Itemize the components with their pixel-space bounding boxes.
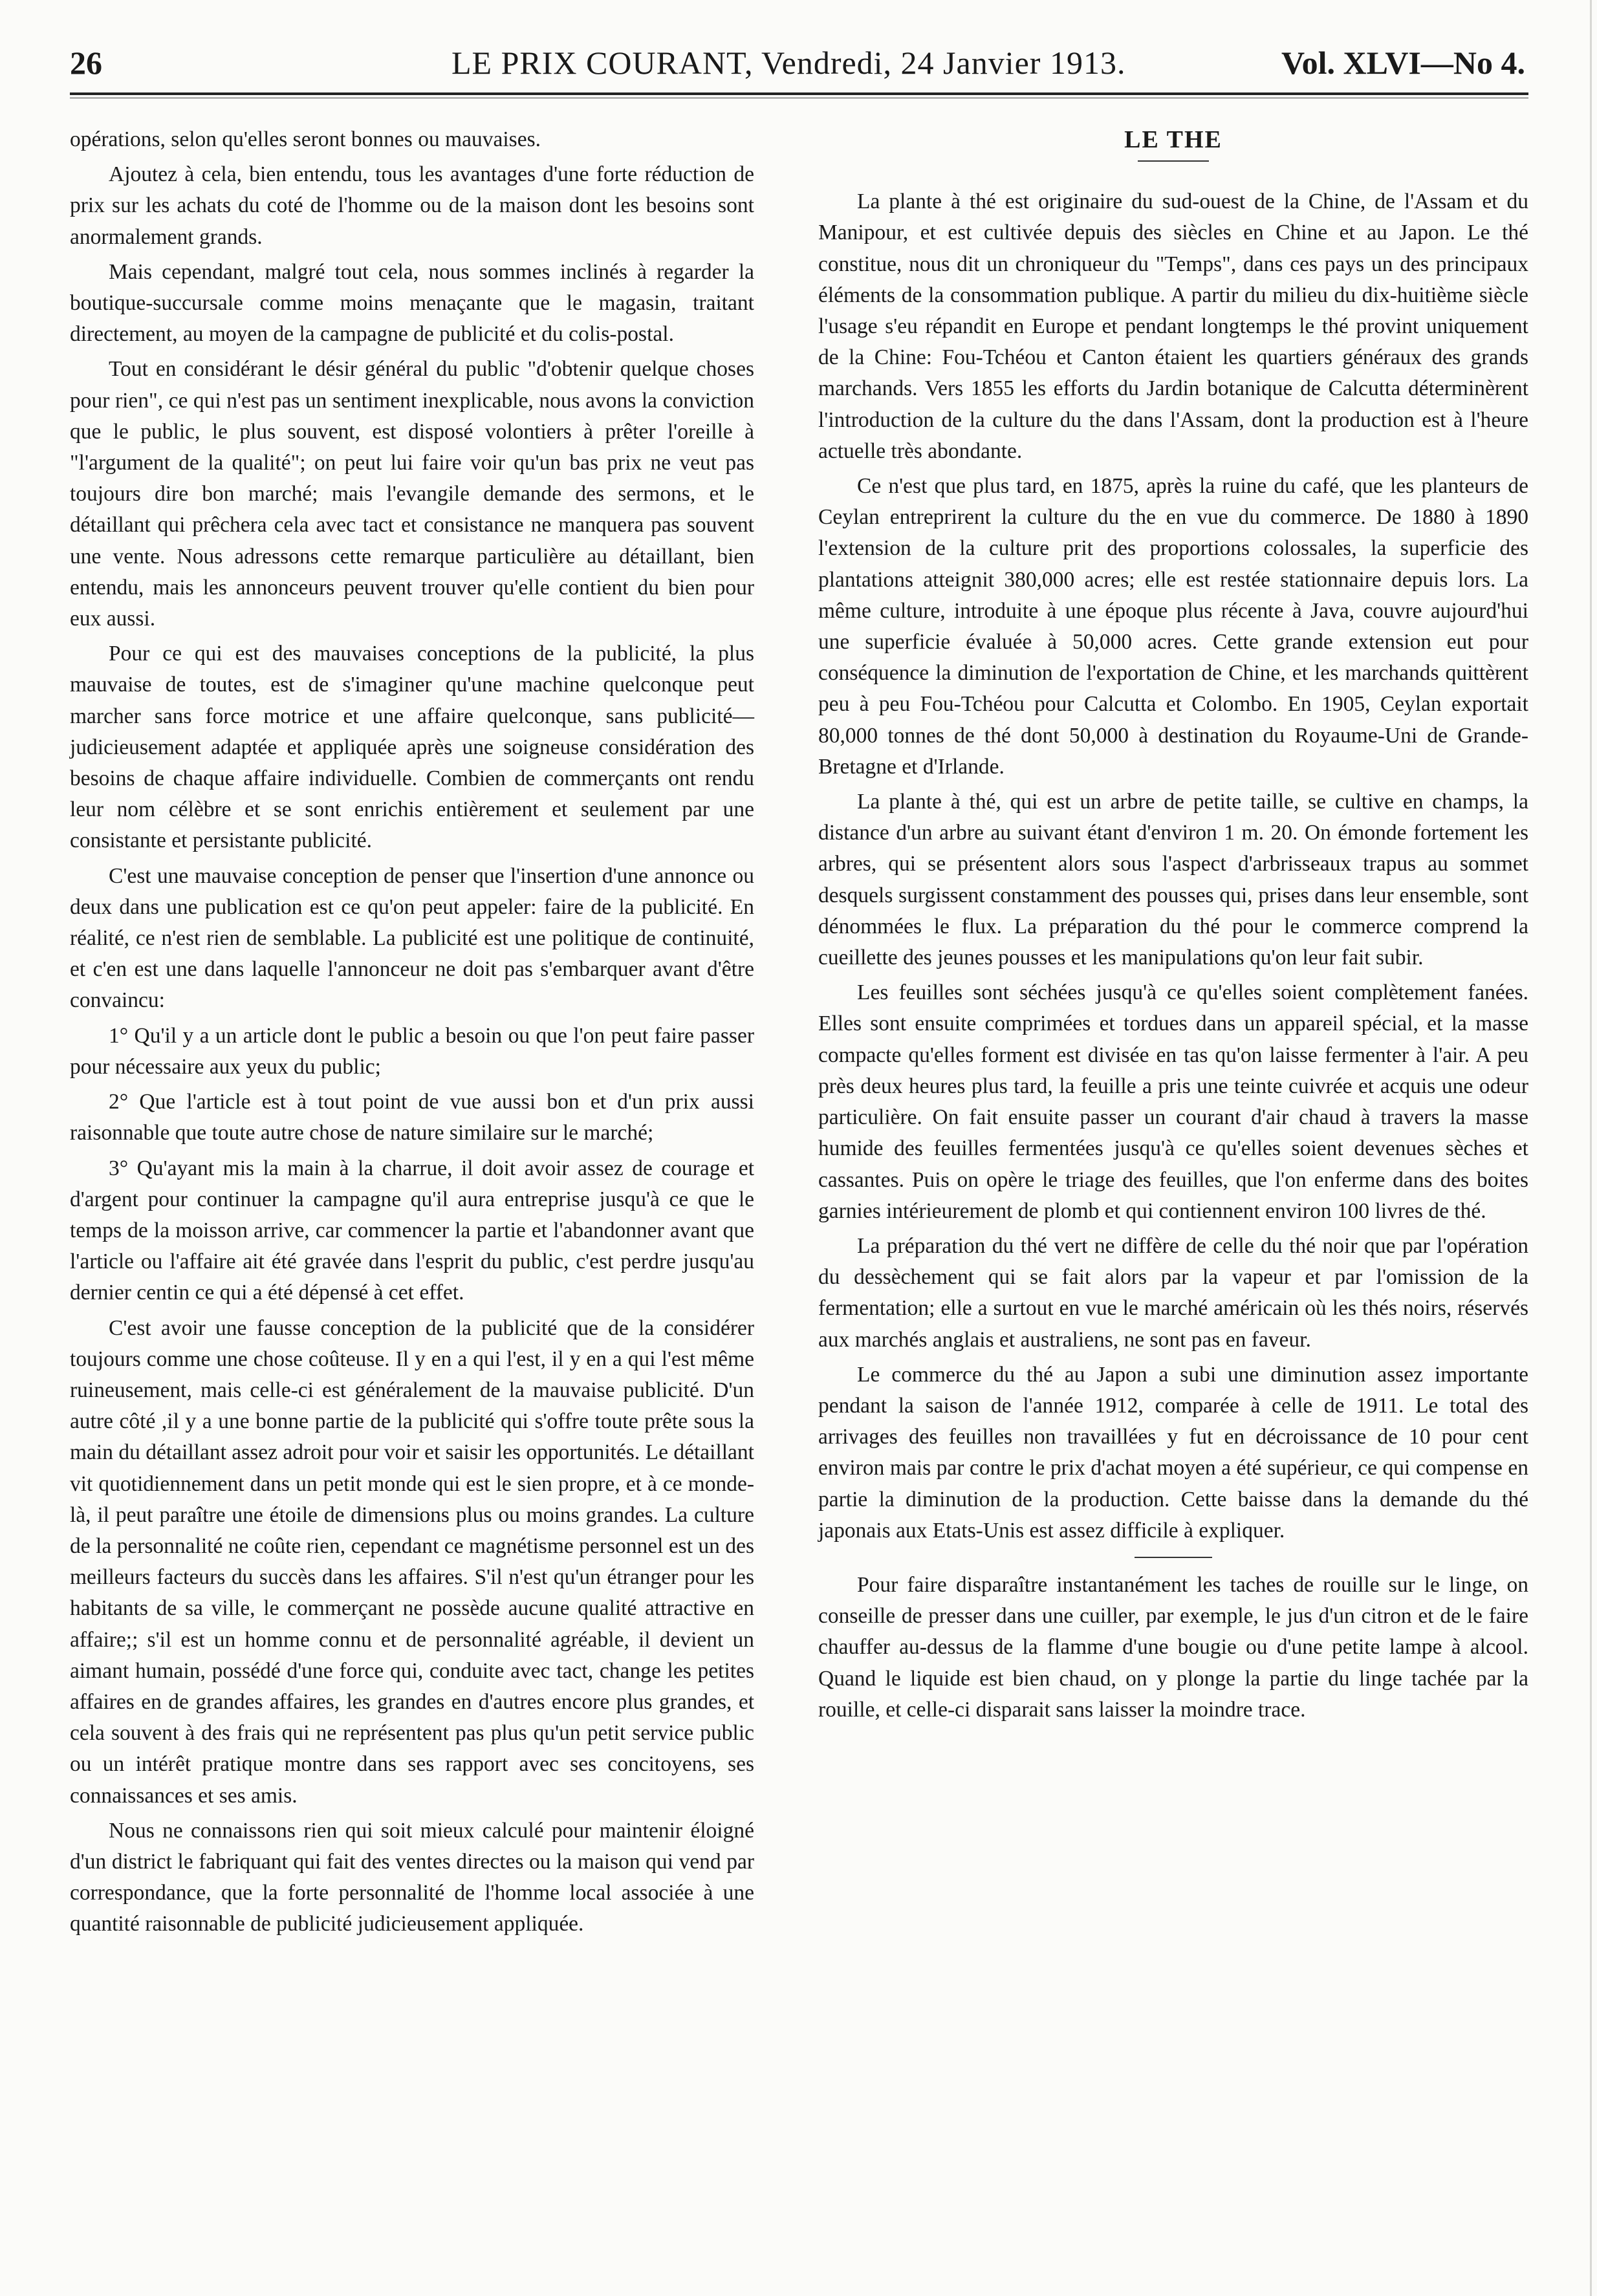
paragraph: Mais cependant, malgré tout cela, nous sommes inclinés à regarder la boutique-succursale comme moins menaçante que le magasin, traitant directement, au moyen de la campagne de publicité et du colis-postal. (70, 259, 754, 347)
page-number: 26 (70, 45, 102, 81)
paragraph: Le commerce du thé au Japon a subi une diminution assez importante pendant la saison de l'année 1912, comparée à celle de 1911. Le total des arrivages des feuilles non travaillées y fut en décroissance de 10 pour cent environ mais par contre le prix d'achat moyen a été supérieur, ce qui compense en partie la diminution de la production. Cette baisse dans la demande du thé japonais aux Etats-Unis est assez difficile à expliquer. (818, 1362, 1528, 1543)
right-column (818, 124, 1528, 1726)
page-edge (1590, 0, 1592, 2296)
note-paragraph: Pour faire disparaître instantanément les taches de rouille sur le linge, on conseille de presser dans une cuiller, par exemple, le jus d'un citron et de le faire chauffer au-dessus de la flamme d'une bougie ou d'une petite lampe à alcool. Quand le liquide est bien chaud, on y plonge la partie du linge tachée par la rouille, et celle-ci disparait sans laisser la moindre trace. (818, 1572, 1528, 1722)
enumerated-item: 2° Que l'article est à tout point de vue aussi bon et d'un prix aussi raisonnable que toute autre chose de nature similaire sur le marché; (70, 1090, 754, 1145)
paragraph: La plante à thé est originaire du sud-ouest de la Chine, de l'Assam et du Manipour, et est cultivée depuis des siècles en Chine et au Japon. Le thé constitue, nous dit un chroniqueur du "Temps", dans ces pays un des principaux éléments de la consommation publique. A partir du milieu du dix-huitième siècle l'usage s'eu répandit en Europe et pendant longtemps le thé provint uniquement de la Chine: Fou-Tchéou et Canton étaient les quartiers généraux des grands marchands. Vers 1855 les efforts du Jardin botanique de Calcutta déterminèrent l'introduction de la culture du the dans l'Assam, dont la production est à l'heure actuelle très abondante. (818, 190, 1528, 463)
left-column (70, 124, 754, 1940)
section-title: LE THE (1124, 126, 1222, 153)
header-rule (70, 92, 1528, 95)
paragraph: La plante à thé, qui est un arbre de petite taille, se cultive en champs, la distance d'un arbre au suivant étant d'environ 1 m. 20. On émonde fortement les arbres, qui se présentent alors sous l'aspect d'arbrisseaux trapus au sommet desquels surgissent constamment des pousses qui, prises dans leur ensemble, sont dénommées le flux. La préparation du thé pour le commerce comprend la cueillette des jeunes pousses et les manipulations qu'on leur fait subir. (818, 790, 1528, 970)
paragraph: Ajoutez à cela, bien entendu, tous les avantages d'une forte réduction de prix sur les achats du coté de l'homme ou de la maison dont les besoins sont anormalement grands. (70, 162, 754, 249)
paragraph: C'est une mauvaise conception de penser que l'insertion d'une annonce ou deux dans une publication est ce qu'on peut appeler: faire de la publicité. En réalité, ce n'est rien de semblable. La publicité est une politique de continuité, et c'en est une dans laquelle l'annonceur ne doit pas s'embarquer avant d'être convaincu: (70, 863, 754, 1013)
paragraph: Les feuilles sont séchées jusqu'à ce qu'elles soient complètement fanées. Elles sont ensuite comprimées et tordues dans un appareil spécial, et la masse compacte qu'elles forment est divisée en tas qu'on laisse fermenter à l'air. A peu près deux heures plus tard, la feuille a pris une teinte cuivrée et acquis une odeur particulière. On fait ensuite passer un courant d'air chaud à travers la masse humide des feuilles fermentées jusqu'à ce qu'elles soient devenues sèches et cassantes. Puis on opère le triage des feuilles, que l'on enferme dans des boites garnies intérieurement de plomb et qui contiennent environ 100 livres de thé. (818, 980, 1528, 1223)
title-underline (1138, 160, 1209, 162)
enumerated-item: 1° Qu'il y a un article dont le public a besoin ou que l'on peut faire passer pour nécessaire aux yeux du public; (70, 1023, 754, 1079)
paragraph: Ce n'est que plus tard, en 1875, après la ruine du café, que les planteurs de Ceylan entreprirent la culture du the en vue du commerce. De 1880 à 1890 l'extension de la culture prit des proportions colossales, la superficie des plantations atteignit 380,000 acres; elle est restée stationnaire depuis lors. La même culture, introduite à une époque plus récente à Java, couvre aujourd'hui une superficie évaluée à 50,000 acres. Cette grande extension eut pour conséquence la diminution de l'exportation de Chine, et les marchands quittèrent peu à peu Fou-Tchéou pour Calcutta et Colombo. En 1905, Ceylan exportait 80,000 tonnes de thé dont 50,000 à destination du Royaume-Uni de Grande-Bretagne et d'Irlande. (818, 474, 1528, 779)
paragraph: opérations, selon qu'elles seront bonnes ou mauvaises. (70, 127, 541, 151)
paragraph: Nous ne connaissons rien qui soit mieux calculé pour maintenir éloigné d'un district le fabriquant qui fait des ventes directes ou la maison qui vend par correspondance, que la forte personnalité de l'homme local associée à une quantité raisonnable de publicité judicieusement appliquée. (70, 1818, 754, 1936)
enumerated-item: 3° Qu'ayant mis la main à la charrue, il doit avoir assez de courage et d'argent pour continuer la campagne qu'il aura entreprise jusqu'à ce que le temps de la moisson arrive, car commencer la partie et l'abandonner avant que l'article ou l'affaire ait été gravée dans l'esprit du public, c'est perdre jusqu'au dernier centin ce qui a été dépensé à cet effet. (70, 1156, 754, 1305)
volume-number: Vol. XLVI—No 4. (1281, 45, 1525, 81)
paragraph: Tout en considérant le désir général du public "d'obtenir quelque choses pour rien", ce qui n'est pas un sentiment inexplicable, nous avons la conviction que le public, le plus souvent, est disposé volontiers à prêter l'oreille à "l'argument de la qualité"; on peut lui faire voir qu'un bas prix ne veut pas toujours dire bon marché; mais l'evangile demande des sermons, et le détaillant qui prêchera cela avec tact et consistance ne manquera pas souvent une vente. Nous adressons cette remarque particulière au détaillant, bien entendu, mais les annonceurs peuvent trouver qu'elle contient du bien pour eux aussi. (70, 357, 754, 631)
article-separator (1135, 1557, 1212, 1558)
paragraph: C'est avoir une fausse conception de la publicité que de la considérer toujours comme une chose coûteuse. Il y en a qui l'est, il y en a qui l'est même ruineusement, mais celle-ci est généralement de la mauvaise publicité. D'un autre côté ,il y a une bonne partie de la publicité qui s'offre toute prête sous la main du détaillant assez adroit pour voir et saisir les opportunités. Le détaillant vit quotidiennement dans un petit monde qui est le sien propre, et à ce monde-là, il peut paraître une étoile de dimensions plus ou moins grandes. La culture de la personnalité ne coûte rien, cependant ce magnétisme personnel est un des meilleurs facteurs du succès dans les affaires. S'il n'est qu'un étranger pour les habitants de sa ville, le commerçant ne possède aucune qualité attractive en affaire;; s'il est un homme connu et de personnalité agréable, il devient un aimant humain, possédé d'une force qui, conduite avec tact, change les petites affaires en de grandes affaires, les grandes en d'autres encore plus grandes, et cela souvent à des frais qui ne représentent pas plus qu'un petit service public ou un intérêt pratique montre dans ses rapport avec ses concitoyens, ses connaissances et ses amis. (70, 1316, 754, 1808)
paragraph: Pour ce qui est des mauvaises conceptions de la publicité, la plus mauvaise de toutes, est de s'imaginer qu'une machine quelconque peut marcher sans force motrice et une affaire quelconque, sans publicité—judicieusement adaptée et appliquée après une soigneuse considération des besoins de chaque affaire individuelle. Combien de commerçants ont rendu leur nom célèbre et se sont enrichis entièrement et seulement par une consistante et persistante publicité. (70, 642, 754, 853)
publication-title: LE PRIX COURANT, Vendredi, 24 Janvier 1913. (451, 45, 1126, 81)
page-header (70, 44, 1525, 96)
paragraph: La préparation du thé vert ne diffère de celle du thé noir que par l'opération du dessèchement qui se fait alors par la vapeur et par l'omission de la fermentation; elle a surtout en vue le marché américain où les thés noirs, réservés aux marchés anglais et australiens, ne sont pas en faveur. (818, 1233, 1528, 1352)
